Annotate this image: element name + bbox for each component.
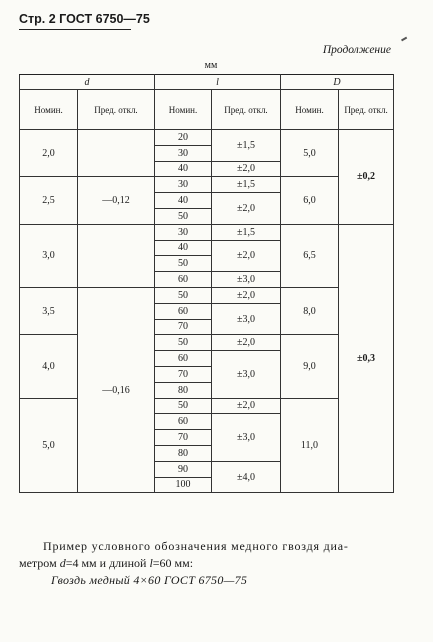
l-dev-cell: ±2,0	[212, 193, 281, 225]
D-nom-header: Номин.	[281, 90, 339, 130]
dimensions-table	[19, 74, 394, 493]
l-nom-header: Номин.	[155, 90, 212, 130]
l-dev-cell: ±2,0	[212, 287, 281, 303]
D-dev-cell: ±0,2	[339, 130, 394, 225]
l-dev-cell: ±1,5	[212, 130, 281, 162]
l-nom-cell: 80	[155, 382, 212, 398]
l-nom-cell: 70	[155, 319, 212, 335]
l-dev-cell: ±1,5	[212, 177, 281, 193]
d-nom-cell: 3,5	[20, 287, 78, 334]
l-nom-cell: 60	[155, 351, 212, 367]
l-nom-cell: 100	[155, 477, 212, 493]
example-var-l: l	[149, 556, 153, 570]
col-D-header: D	[281, 75, 394, 90]
l-dev-header: Пред. откл.	[212, 90, 281, 130]
D-nom-cell: 6,0	[281, 177, 339, 224]
l-nom-cell: 90	[155, 461, 212, 477]
D-nom-cell: 9,0	[281, 335, 339, 398]
l-dev-cell: ±3,0	[212, 303, 281, 335]
d-dev-cell-empty	[78, 130, 155, 177]
l-nom-cell: 70	[155, 430, 212, 446]
example-designation: Гвоздь медный 4×60 ГОСТ 6750—75	[51, 573, 248, 587]
l-nom-cell: 60	[155, 272, 212, 288]
D-dev-header: Пред. откл.	[339, 90, 394, 130]
example-text-c: =60 мм:	[152, 556, 194, 570]
page-header: Стр. 2 ГОСТ 6750—75	[19, 12, 150, 26]
l-nom-cell: 30	[155, 177, 212, 193]
example-var-d: d	[59, 556, 66, 570]
l-dev-cell: ±3,0	[212, 414, 281, 461]
l-dev-cell: ±3,0	[212, 351, 281, 398]
l-nom-cell: 80	[155, 445, 212, 461]
l-dev-cell: ±2,0	[212, 161, 281, 177]
continuation-label: Продолжение	[322, 44, 391, 56]
d-nom-cell: 2,0	[20, 130, 78, 177]
example-text-a: метром	[19, 556, 60, 570]
D-nom-cell: 11,0	[281, 398, 339, 493]
l-nom-cell: 40	[155, 161, 212, 177]
l-nom-cell: 50	[155, 398, 212, 414]
l-nom-cell: 50	[155, 287, 212, 303]
example-text-b: =4 мм и длиной	[65, 556, 150, 570]
d-nom-cell: 3,0	[20, 224, 78, 287]
l-dev-cell: ±2,0	[212, 398, 281, 414]
l-dev-cell: ±2,0	[212, 335, 281, 351]
D-nom-cell: 5,0	[281, 130, 339, 177]
d-nom-cell: 4,0	[20, 335, 78, 398]
l-nom-cell: 60	[155, 414, 212, 430]
l-nom-cell: 30	[155, 224, 212, 240]
d-dev-cell: —0,16	[78, 287, 155, 492]
l-dev-cell: ±1,5	[212, 224, 281, 240]
l-dev-cell: ±3,0	[212, 272, 281, 288]
D-dev-cell: ±0,3	[339, 224, 394, 493]
l-nom-cell: 30	[155, 145, 212, 161]
d-dev-header: Пред. откл.	[78, 90, 155, 130]
designation-example	[19, 538, 399, 589]
d-nom-cell: 2,5	[20, 177, 78, 224]
d-dev-cell: —0,12	[78, 177, 155, 224]
l-dev-cell: ±4,0	[212, 461, 281, 493]
l-dev-cell: ±2,0	[212, 240, 281, 272]
col-l-header: l	[155, 75, 281, 90]
example-line-2	[19, 555, 399, 572]
l-nom-cell: 50	[155, 335, 212, 351]
D-nom-cell: 8,0	[281, 287, 339, 334]
l-nom-cell: 40	[155, 240, 212, 256]
l-nom-cell: 60	[155, 303, 212, 319]
l-nom-cell: 40	[155, 193, 212, 209]
example-line-1: Пример условного обозначения медного гвоздя диа-	[43, 539, 349, 553]
l-nom-cell: 70	[155, 366, 212, 382]
d-dev-cell-empty	[78, 224, 155, 287]
l-nom-cell: 20	[155, 130, 212, 146]
l-nom-cell: 50	[155, 208, 212, 224]
unit-label: мм	[204, 60, 218, 71]
l-nom-cell: 50	[155, 256, 212, 272]
margin-mark	[401, 37, 407, 41]
d-nom-cell: 5,0	[20, 398, 78, 493]
col-d-header: d	[20, 75, 155, 90]
header-rule	[19, 29, 131, 30]
D-nom-cell: 6,5	[281, 224, 339, 287]
d-nom-header: Номин.	[20, 90, 78, 130]
